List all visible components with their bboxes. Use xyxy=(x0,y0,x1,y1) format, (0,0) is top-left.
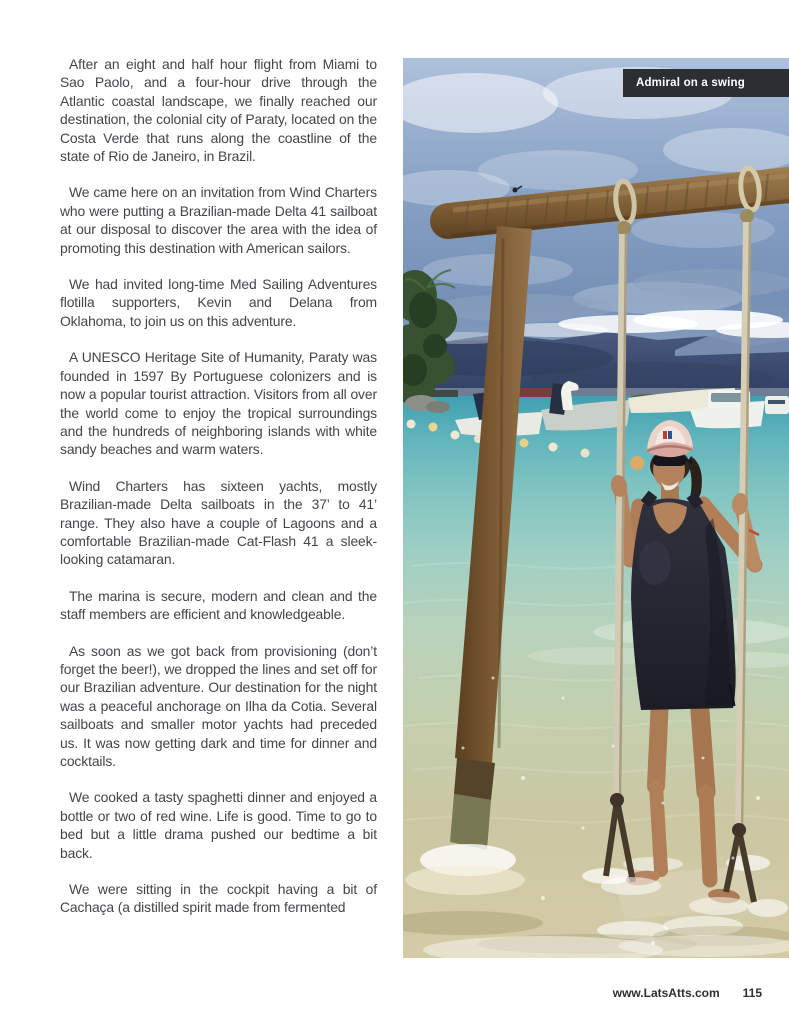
photo-illustration xyxy=(403,58,789,958)
paragraph-4: A UNESCO Heritage Site of Humanity, Paraty was founded in 1597 By Portuguese colonizers and is now a popular tourist attraction. Visitors from all over the world come to enjoy the tropical surroundings and the hundreds of neighboring islands with white sandy beaches and warm waters. xyxy=(60,349,377,458)
paragraph-1: After an eight and half hour flight from Miami to Sao Paolo, and a four-hour drive through the Atlantic coastal landscape, we finally reached our destination, the colonial city of Paraty, located on the Costa Verde that runs along the coastline of the state of Rio de Janeiro, in Brazil. xyxy=(60,56,377,165)
paragraph-8: We cooked a tasty spaghetti dinner and enjoyed a bottle or two of red wine. Life is good. Time to go to bed but a little drama pushed our bedtime a bit back. xyxy=(60,789,377,861)
page-footer xyxy=(613,986,762,1000)
footer-page-number: 115 xyxy=(742,986,762,1000)
photo-caption xyxy=(623,69,789,97)
paragraph-9: We were sitting in the cockpit having a bit of Cachaça (a distilled spirit made from fermented xyxy=(60,881,377,916)
paragraph-7: As soon as we got back from provisioning (don’t forget the beer!), we dropped the lines and set off for our Brazilian adventure. Our destination for the night was a peaceful anchorage on Ilha da Cotia. Several sailboats and smaller motor yachts had preceded us. It was now getting dark and time for dinner and cocktails. xyxy=(60,642,377,769)
photo-admiral-on-swing xyxy=(403,58,789,958)
article-text-column xyxy=(60,55,377,935)
photo-caption-text: Admiral on a swing xyxy=(635,77,745,89)
paragraph-5: Wind Charters has sixteen yachts, mostly Brazilian-made Delta sailboats in the 37’ to 41’ range. They also have a couple of Lagoons and a comfortable Brazilian-made Cat-Flash 41 a sleek-looking catamaran. xyxy=(60,477,377,568)
paragraph-6: The marina is secure, modern and clean and the staff members are efficient and knowledgeable. xyxy=(60,587,377,623)
paragraph-2: We came here on an invitation from Wind Charters who were putting a Brazilian-made Delta 41 sailboat at our disposal to discover the area with the idea of promoting this destination with American sailors. xyxy=(60,184,377,256)
paragraph-3: We had invited long-time Med Sailing Adventures flotilla supporters, Kevin and Delana from Oklahoma, to join us on this adventure. xyxy=(60,276,377,329)
footer-website: www.LatsAtts.com xyxy=(612,986,720,1000)
